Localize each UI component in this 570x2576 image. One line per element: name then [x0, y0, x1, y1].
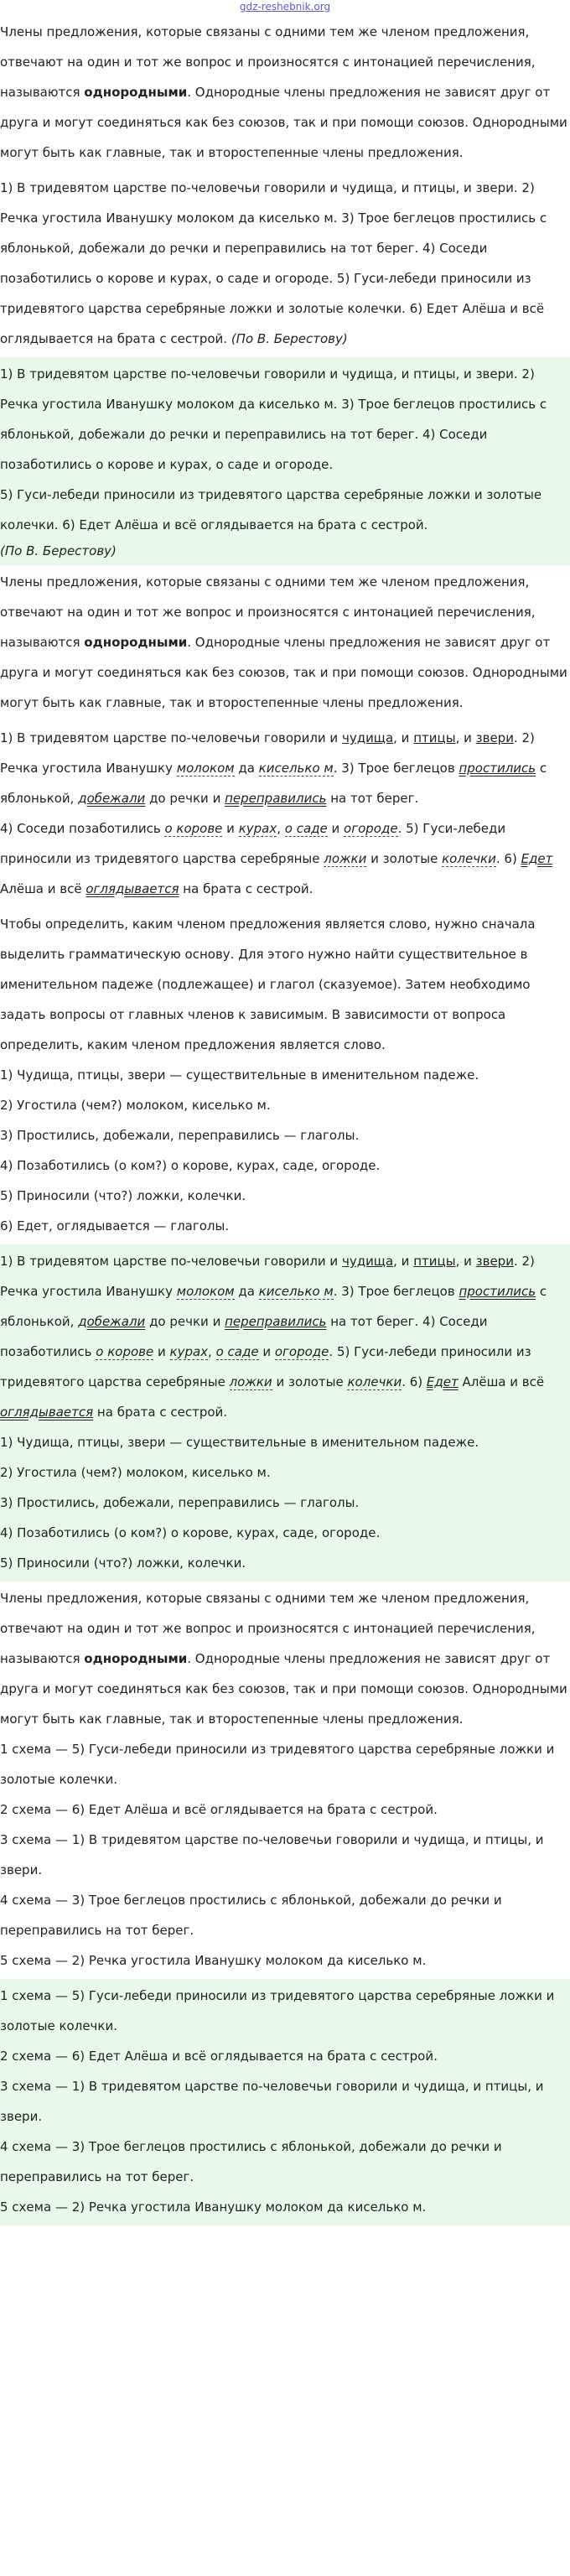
subject-ptitsy: птицы [413, 730, 456, 745]
theory-paragraph-3 [0, 1583, 570, 1734]
text: . 5) Гуси-лебеди приносили из тридевятого царства серебряные [0, 821, 506, 866]
explanation-green-item-4: 4) Позаботились (о ком?) о корове, курах, саде, огороде. [0, 1525, 381, 1540]
explanation-item-4: 4) Позаботились (о ком?) о корове, курах, саде, огороде. [0, 1158, 381, 1173]
task-text-block [0, 171, 570, 357]
predicate-edet: Едет [521, 851, 553, 866]
object-kurakh: курах [238, 821, 277, 836]
site-header[interactable] [0, 0, 570, 15]
explanation-item-6: 6) Едет, оглядывается — глаголы. [0, 1218, 230, 1233]
answer-author [0, 540, 570, 562]
object-korove: о корове [96, 1344, 154, 1359]
explanation-green-item-1: 1) Чудища, птицы, звери — существительные в именительном падеже. [0, 1435, 479, 1450]
text: на брата с сестрой. [179, 881, 314, 896]
text: Алёша и всё [0, 881, 86, 896]
predicate-pereprav: переправились [225, 791, 327, 806]
answer-text-1 [0, 359, 570, 480]
text: и золотые [272, 1374, 348, 1389]
answer-block-1 [0, 357, 570, 565]
text: да [234, 761, 259, 776]
object-molokom: молоком [176, 761, 235, 776]
subject-zveri: звери [475, 1254, 514, 1269]
text: . 5) Гуси-лебеди приносили из тридевятого царства серебряные [0, 1344, 531, 1389]
scheme-green-5: 5 схема — 2) Речка угостила Иванушку молоком да киселько м. [0, 2199, 427, 2215]
object-ogorode: огороде [344, 821, 398, 836]
object-molokom: молоком [176, 1284, 235, 1299]
text: , и [455, 730, 476, 745]
text: с яблонькой, [0, 1284, 547, 1329]
text: , [208, 1344, 216, 1359]
object-kolechki: колечки [442, 851, 496, 866]
theory-bold-term: однородными [84, 635, 188, 650]
object-korove: о корове [164, 821, 223, 836]
text: . [513, 730, 518, 745]
scheme-2: 2 схема — 6) Едет Алёша и всё оглядывается на брата с сестрой. [0, 1802, 438, 1817]
marked-green-line [0, 1246, 570, 1427]
theory-bold-term: однородными [84, 1651, 188, 1666]
scheme-4: 4 схема — 3) Трое беглецов простились с яблонькой, добежали до речки и переправились на тот берег. [0, 1893, 502, 1938]
scheme-5: 5 схема — 2) Речка угостила Иванушку молоком да киселько м. [0, 1953, 427, 1968]
explanation-paragraph: Чтобы определить, каким членом предложения является слово, нужно сначала выделить грамматическую основу. Для этого нужно найти существительное в именительном падеже (подлежащее) и глагол (сказуемое). Затем необходимо задать вопросы от главных членов к зависимым. В зависимости от вопроса определить, каким членом предложения является слово. [0, 917, 536, 1052]
answer-text-2 [0, 480, 570, 540]
explanation-item-5: 5) Приносили (что?) ложки, колечки. [0, 1188, 246, 1203]
theory-text: Члены предложения, которые связаны с одними тем же членом предложения, отвечают на один и тот же вопрос и произносятся с интонацией перечисления, называются [0, 1591, 536, 1666]
explanation-item-3: 3) Простились, добежали, переправились — глаголы. [0, 1128, 360, 1143]
text: 4) Соседи позаботились [0, 1314, 488, 1359]
object-kolechki: колечки [347, 1374, 402, 1389]
text: и [222, 821, 239, 836]
text: 1) В тридевятом царстве по-человечьи говорили и [0, 1254, 342, 1269]
theory-text: Члены предложения, которые связаны с одними тем же членом предложения, отвечают на один и тот же вопрос и произносятся с интонацией перечисления, называются [0, 574, 536, 650]
theory-text: Члены предложения, которые связаны с одними тем же членом предложения, отвечают на один и тот же вопрос и произносятся с интонацией перечисления, называются [0, 24, 536, 100]
text: . 3) Трое беглецов [333, 761, 455, 776]
theory-text-end: . Однородные члены предложения не зависят друг от друга и могут соединяться как без союзов, так и при помощи союзов. Однородными могут быть как главные, так и второстепенные члены предложения. [0, 635, 567, 710]
schemes-green-block [0, 1979, 570, 2225]
predicate-prostilis: простились [459, 761, 536, 776]
object-sade: о саде [284, 821, 328, 836]
explanation-item-1: 1) Чудища, птицы, звери — существительные в именительном падеже. [0, 1067, 479, 1083]
object-kurakh: курах [169, 1344, 209, 1359]
text: с яблонькой, [0, 761, 547, 806]
text: и [327, 821, 345, 836]
subject-chudishcha: чудища [341, 730, 394, 745]
theory-block-2 [0, 565, 570, 721]
text: на тот берег. [326, 791, 419, 806]
text: 1) В тридевятом царстве по-человечьи говорили и [0, 730, 342, 745]
object-lozhki: ложки [229, 1374, 272, 1389]
theory-block-1 [0, 15, 570, 171]
text: 4) Соседи позаботились [0, 821, 165, 836]
predicate-ogl: оглядывается [86, 881, 179, 896]
subject-ptitsy: птицы [413, 1254, 456, 1269]
predicate-pereprav: переправились [225, 1314, 327, 1329]
text: и [258, 1344, 275, 1359]
text: Алёша и всё [458, 1374, 545, 1389]
object-ogorode: огороде [274, 1344, 329, 1359]
task-sentences: 1) В тридевятом царстве по-человечьи говорили и чудища, и птицы, и звери. 2) Речка угостила Иванушку молоком да киселько м. 3) Трое беглецов простились с яблонькой, добежали до речки и переправились на тот берег. 4) Соседи позаботились о корове и курах, о саде и огороде. 5) Гуси-лебеди приносили из тридевятого царства серебряные ложки и золотые колечки. 6) Едет Алёша и всё оглядывается на брата с сестрой. [0, 180, 547, 346]
scheme-3: 3 схема — 1) В тридевятом царстве по-человечьи говорили и чудища, и птицы, и звери. [0, 1832, 544, 1877]
text: . 6) [495, 851, 521, 866]
text: до речки и [145, 791, 225, 806]
scheme-green-4: 4 схема — 3) Трое беглецов простились с яблонькой, добежали до речки и переправились на тот берег. [0, 2139, 502, 2184]
object-kiselkom: киселько м [258, 1284, 334, 1299]
scheme-green-3: 3 схема — 1) В тридевятом царстве по-человечьи говорили и чудища, и птицы, и звери. [0, 2079, 544, 2124]
explanation-green-item-5: 5) Приносили (что?) ложки, колечки. [0, 1555, 246, 1571]
scheme-green-1: 1 схема — 5) Гуси-лебеди приносили из тридевятого царства серебряные ложки и золотые колечки. [0, 1988, 555, 2033]
marked-line-1 [0, 723, 570, 813]
scheme-1: 1 схема — 5) Гуси-лебеди приносили из тридевятого царства серебряные ложки и золотые колечки. [0, 1742, 555, 1787]
text: до речки и [145, 1314, 225, 1329]
scheme-green-2: 2 схема — 6) Едет Алёша и всё оглядывается на брата с сестрой. [0, 2049, 438, 2064]
text: , [277, 821, 285, 836]
author-credit: (По В. Берестову) [0, 543, 117, 558]
object-lozhki: ложки [324, 851, 367, 866]
predicate-prostilis: простились [459, 1284, 536, 1299]
text: и золотые [366, 851, 443, 866]
theory-block-3 [0, 1581, 570, 1979]
text: и [153, 1344, 170, 1359]
predicate-dobezhali: добежали [78, 791, 146, 806]
theory-paragraph-2 [0, 567, 570, 718]
text: . [513, 1254, 518, 1269]
marked-line-2 [0, 813, 570, 904]
subject-zveri: звери [475, 730, 514, 745]
text: , и [455, 1254, 476, 1269]
theory-text-end: . Однородные члены предложения не зависят друг от друга и могут соединяться как без союзов, так и при помощи союзов. Однородными могут быть как главные, так и второстепенные члены предложения. [0, 1651, 567, 1727]
text: на брата с сестрой. [93, 1405, 228, 1420]
subject-chudishcha: чудища [341, 1254, 394, 1269]
object-sade: о саде [215, 1344, 259, 1359]
theory-text-end: . Однородные члены предложения не зависят друг от друга и могут соединяться как без союзов, так и при помощи союзов. Однородными могут быть как главные, так и второстепенные члены предложения. [0, 85, 567, 160]
text: 2) Речка угостила Иванушку [0, 1254, 535, 1299]
task-text [0, 173, 570, 354]
explanation-item-2: 2) Угостила (чем?) молоком, киселько м. [0, 1098, 271, 1113]
text: , и [393, 1254, 414, 1269]
predicate-dobezhali: добежали [78, 1314, 146, 1329]
text: 2) Речка угостила Иванушку [0, 730, 535, 776]
text: , и [393, 730, 414, 745]
explanation-block [0, 907, 570, 1244]
explanation-green-item-2: 2) Угостила (чем?) молоком, киселько м. [0, 1465, 271, 1480]
task-author: (По В. Берестову) [231, 331, 348, 346]
marked-sentences-green [0, 1244, 570, 1581]
text: да [234, 1284, 259, 1299]
object-kiselkom: киселько м [258, 761, 334, 776]
site-link[interactable]: gdz-reshebnik.org [239, 1, 331, 13]
theory-bold-term: однородными [84, 85, 188, 100]
text: . 3) Трое беглецов [333, 1284, 455, 1299]
text: . 6) [402, 1374, 427, 1389]
answer-sentences-5-6: 5) Гуси-лебеди приносили из тридевятого царства серебряные ложки и золотые колечки. 6) Едет Алёша и всё оглядывается на брата с сестрой. [0, 487, 542, 532]
theory-paragraph [0, 17, 570, 168]
predicate-ogl: оглядывается [0, 1405, 94, 1420]
text: на тот берег. [326, 1314, 419, 1329]
explanation-green-item-3: 3) Простились, добежали, переправились — глаголы. [0, 1495, 360, 1510]
marked-sentences-block [0, 721, 570, 907]
answer-sentences-1-4: 1) В тридевятом царстве по-человечьи говорили и чудища, и птицы, и звери. 2) Речка угостила Иванушку молоком да киселько м. 3) Трое беглецов простились с яблонькой, добежали до речки и переправились на тот берег. 4) Соседи позаботились о корове и курах, о саде и огороде. [0, 366, 547, 472]
predicate-edet: Едет [426, 1374, 459, 1389]
